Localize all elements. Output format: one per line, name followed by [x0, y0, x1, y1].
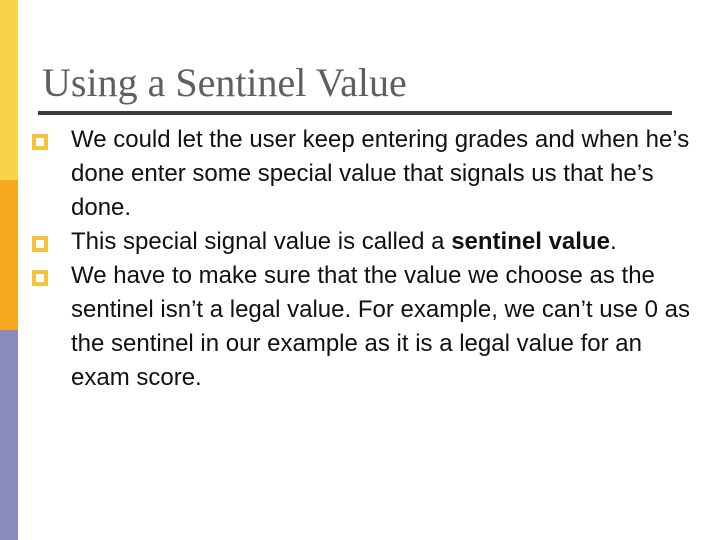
square-bullet-icon	[32, 236, 48, 252]
bullet-text: We have to make sure that the value we choose as the sentinel isn’t a legal value. For example, we can’t use 0 as the sentinel in our example as it is a legal value for an exam score.	[71, 262, 690, 391]
square-bullet-icon	[32, 270, 48, 286]
slide-title: Using a Sentinel Value	[42, 60, 407, 105]
side-bar-middle	[0, 180, 18, 330]
bullet-item-3	[32, 259, 704, 395]
bullet-item-2	[32, 225, 704, 259]
side-bar-top	[0, 0, 18, 180]
sentinel-value-term: sentinel value	[451, 228, 610, 255]
bullet-text: This special signal value is called a	[71, 228, 452, 255]
side-bar-bottom	[0, 330, 18, 540]
bullet-item-1	[32, 123, 704, 225]
square-bullet-icon	[32, 134, 48, 150]
bullet-text: We could let the user keep entering grades and when he’s done enter some special value that signals us that he’s done.	[71, 126, 690, 221]
bullet-list	[32, 123, 704, 395]
bullet-text-end: .	[609, 228, 617, 255]
title-underline	[38, 111, 672, 115]
